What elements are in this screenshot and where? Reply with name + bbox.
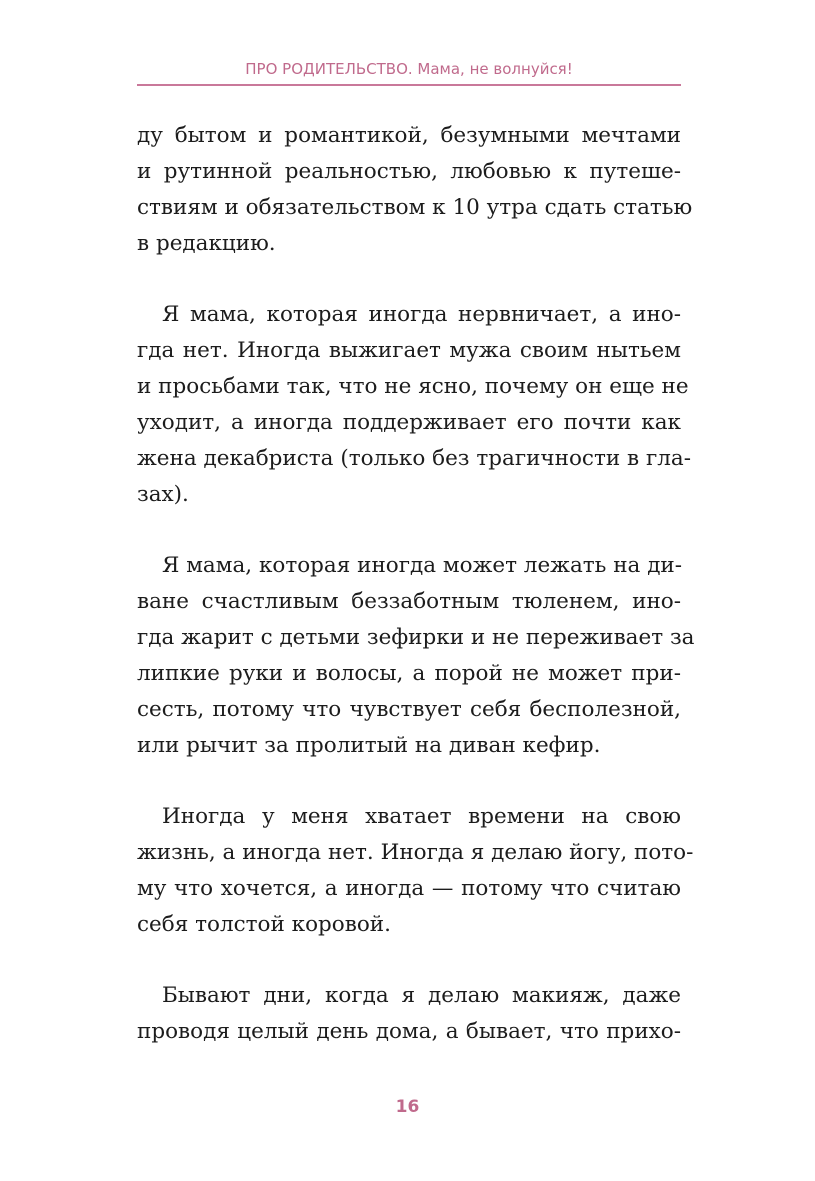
text-line: гда жарит с детьми зефирки и не переживает за bbox=[137, 625, 695, 650]
text-line: уходит, а иногда поддерживает его почти как bbox=[137, 410, 681, 435]
running-header bbox=[137, 52, 681, 92]
running-header-title: ПРО РОДИТЕЛЬСТВО. Мама, не волнуйся! bbox=[245, 60, 573, 78]
text-line: липкие руки и волосы, а порой не может при- bbox=[137, 661, 681, 686]
text-line: Я мама, которая иногда нервничает, а ино- bbox=[162, 302, 681, 327]
text-line: Иногда у меня хватает времени на свою bbox=[162, 804, 681, 829]
paragraph bbox=[137, 548, 695, 764]
text-line: ване счастливым беззаботным тюленем, ино- bbox=[137, 589, 681, 614]
text-line: сесть, потому что чувствует себя бесполезной, bbox=[137, 697, 681, 722]
text-line: жена декабриста (только без трагичности в гла- bbox=[137, 446, 691, 471]
paragraph bbox=[137, 297, 691, 513]
text-line: проводя целый день дома, а бывает, что прихо- bbox=[137, 1019, 681, 1044]
text-line: му что хочется, а иногда — потому что считаю bbox=[137, 876, 681, 901]
text-line: ду бытом и романтикой, безумными мечтами bbox=[137, 123, 681, 148]
text-line: ствиям и обязательством к 10 утра сдать статью bbox=[137, 195, 693, 220]
paragraph bbox=[137, 799, 694, 943]
text-line: в редакцию. bbox=[137, 231, 276, 256]
text-line: и просьбами так, что не ясно, почему он еще не bbox=[137, 374, 689, 399]
header-divider bbox=[137, 84, 681, 86]
text-line: и рутинной реальностью, любовью к путеше- bbox=[137, 159, 681, 184]
text-line: гда нет. Иногда выжигает мужа своим нытьем bbox=[137, 338, 681, 363]
text-line: или рычит за пролитый на диван кефир. bbox=[137, 733, 601, 758]
paragraph bbox=[137, 978, 681, 1050]
text-line: Бывают дни, когда я делаю макияж, даже bbox=[162, 983, 681, 1008]
paragraph bbox=[137, 118, 693, 262]
text-line: Я мама, которая иногда может лежать на ди- bbox=[162, 553, 683, 578]
text-line: себя толстой коровой. bbox=[137, 912, 391, 937]
text-line: жизнь, а иногда нет. Иногда я делаю йогу, пото- bbox=[137, 840, 694, 865]
page-number: 16 bbox=[395, 1097, 420, 1117]
text-line: зах). bbox=[137, 482, 189, 507]
body-text bbox=[137, 118, 695, 1050]
